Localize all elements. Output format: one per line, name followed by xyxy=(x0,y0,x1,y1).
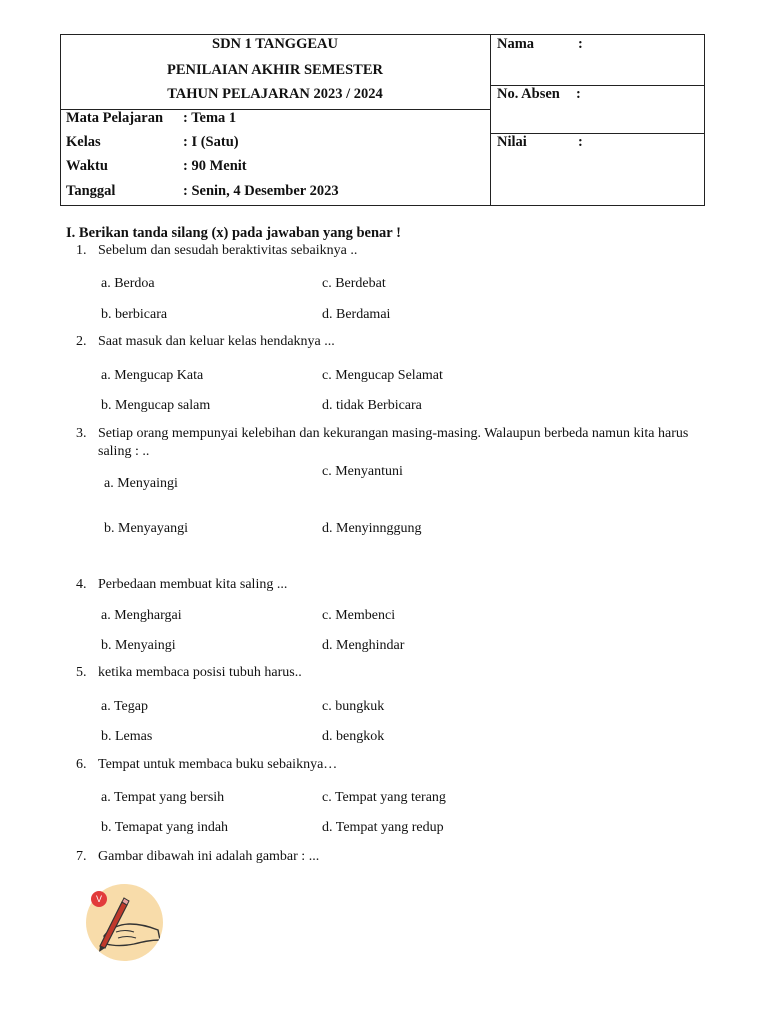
option-c[interactable]: c. Membenci xyxy=(322,608,396,623)
school-name: SDN 1 TANGGEAU xyxy=(212,36,338,52)
option-a[interactable]: a. Berdoa xyxy=(101,276,155,291)
exam-title: PENILAIAN AKHIR SEMESTER xyxy=(167,62,383,78)
option-a[interactable]: a. Menghargai xyxy=(101,608,182,623)
info-label-subject: Mata Pelajaran xyxy=(66,110,164,126)
info-value-time: : 90 Menit xyxy=(183,158,247,174)
option-c[interactable]: c. Menyantuni xyxy=(322,464,403,479)
option-b[interactable]: b. Mengucap salam xyxy=(101,398,211,413)
question-text-continued: saling : .. xyxy=(98,444,150,459)
field-colon-absen: : xyxy=(576,86,581,102)
question-text: ketika membaca posisi tubuh harus.. xyxy=(98,665,302,680)
badge-icon: V xyxy=(91,891,107,907)
info-label-time: Waktu xyxy=(66,158,108,174)
option-b[interactable]: b. Temapat yang indah xyxy=(101,820,229,835)
question-number: 3. xyxy=(76,426,87,441)
question-number: 6. xyxy=(76,757,87,772)
school-year: TAHUN PELAJARAN 2023 / 2024 xyxy=(167,86,383,102)
question-number: 2. xyxy=(76,334,87,349)
question-text: Saat masuk dan keluar kelas hendaknya ... xyxy=(98,334,335,349)
question-text: Tempat untuk membaca buku sebaiknya… xyxy=(98,757,338,772)
question-text: Setiap orang mempunyai kelebihan dan kekurangan masing-masing. Walaupun berbeda namun kita harus xyxy=(98,426,689,441)
field-label-nilai: Nilai xyxy=(497,134,527,150)
info-value-date: : Senin, 4 Desember 2023 xyxy=(183,183,339,199)
option-c[interactable]: c. Berdebat xyxy=(322,276,386,291)
option-a[interactable]: a. Menyaingi xyxy=(104,476,178,491)
info-label-date: Tanggal xyxy=(66,183,116,199)
option-c[interactable]: c. Tempat yang terang xyxy=(322,790,446,805)
question-number: 4. xyxy=(76,577,87,592)
question-number: 7. xyxy=(76,849,87,864)
option-c[interactable]: c. bungkuk xyxy=(322,699,385,714)
section-title: I. Berikan tanda silang (x) pada jawaban yang benar ! xyxy=(66,225,401,241)
field-label-absen: No. Absen xyxy=(497,86,560,102)
question-number: 1. xyxy=(76,243,87,258)
option-d[interactable]: d. bengkok xyxy=(322,729,385,744)
info-value-class: : I (Satu) xyxy=(183,134,239,150)
option-d[interactable]: d. tidak Berbicara xyxy=(322,398,422,413)
question-text: Gambar dibawah ini adalah gambar : ... xyxy=(98,849,320,864)
question-text: Perbedaan membuat kita saling ... xyxy=(98,577,288,592)
field-label-name: Nama xyxy=(497,36,535,52)
field-colon-name: : xyxy=(578,36,583,52)
option-a[interactable]: a. Mengucap Kata xyxy=(101,368,204,383)
option-d[interactable]: d. Menghindar xyxy=(322,638,405,653)
option-d[interactable]: d. Tempat yang redup xyxy=(322,820,444,835)
option-b[interactable]: b. Menyayangi xyxy=(104,521,188,536)
question-text: Sebelum dan sesudah beraktivitas sebaiknya .. xyxy=(98,243,358,258)
header-divider-vertical xyxy=(490,34,491,206)
info-label-class: Kelas xyxy=(66,134,101,150)
option-b[interactable]: b. Menyaingi xyxy=(101,638,176,653)
option-a[interactable]: a. Tegap xyxy=(101,699,148,714)
info-value-subject: : Tema 1 xyxy=(183,110,237,126)
question-number: 5. xyxy=(76,665,87,680)
option-b[interactable]: b. berbicara xyxy=(101,307,168,322)
option-b[interactable]: b. Lemas xyxy=(101,729,153,744)
option-d[interactable]: d. Berdamai xyxy=(322,307,391,322)
field-colon-nilai: : xyxy=(578,134,583,150)
option-d[interactable]: d. Menyinnggung xyxy=(322,521,422,536)
option-c[interactable]: c. Mengucap Selamat xyxy=(322,368,443,383)
option-a[interactable]: a. Tempat yang bersih xyxy=(101,790,225,805)
